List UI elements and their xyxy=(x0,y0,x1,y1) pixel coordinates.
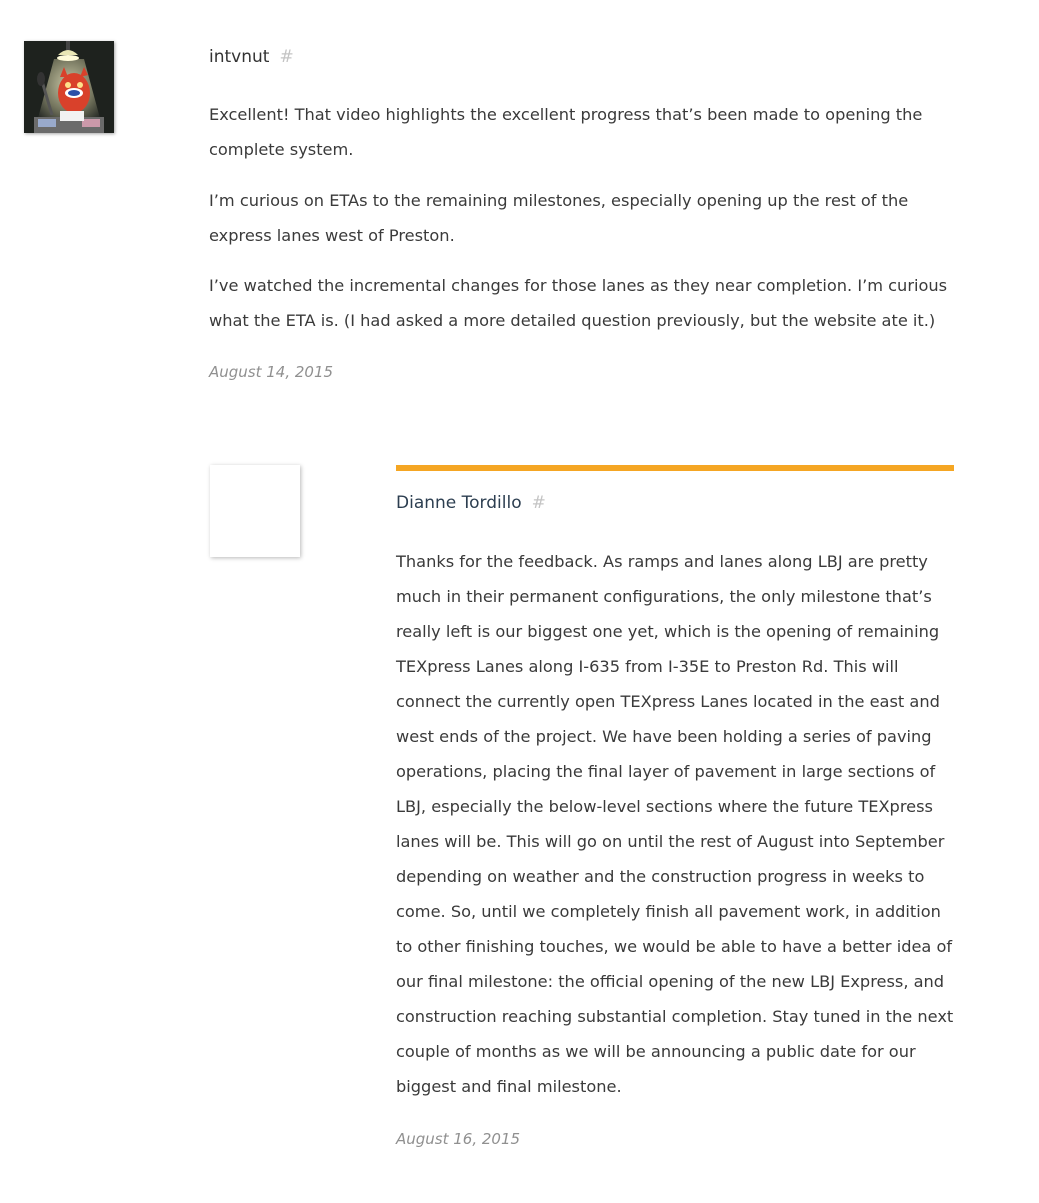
comment-date[interactable]: August 16, 2015 xyxy=(396,1130,521,1148)
comment-paragraph: I’m curious on ETAs to the remaining milestones, especially opening up the rest of the express lanes west of Preston. xyxy=(209,191,909,245)
comment-paragraph: Thanks for the feedback. As ramps and lanes along LBJ are pretty much in their permanent configurations, the only milestone that’s really left is our biggest one yet, which is the opening of remaining TEXpress Lanes along I-635 from I-35E to Preston Rd. This will connect the currently open TEXpress Lanes located in the east and west ends of the project. We have been holding a series of paving operations, placing the final layer of pavement in large sections of LBJ, especially the below-level sections where the future TEXpress lanes will be. This will go on until the rest of August into September depending on weather and the construction progress in weeks to come. So, until we completely finish all pavement work, in addition to other finishing touches, we would be able to have a better idea of our final milestone: the official opening of the new LBJ Express, and construction reaching substantial completion. Stay tuned in the next couple of months as we will be announcing a public date for our biggest and final milestone. xyxy=(396,552,954,1096)
avatar[interactable] xyxy=(210,465,300,557)
comment-paragraph: I’ve watched the incremental changes for those lanes as they near completion. I’m curious what the ETA is. (I had asked a more detailed question previously, but the website ate it.) xyxy=(209,276,948,330)
author-name[interactable]: intvnut xyxy=(209,47,270,67)
avatar[interactable] xyxy=(24,41,114,133)
comment-author xyxy=(209,47,294,67)
author-name[interactable]: Dianne Tordillo xyxy=(396,493,522,513)
permalink-hash[interactable]: # xyxy=(279,47,294,67)
permalink-hash[interactable]: # xyxy=(531,493,546,513)
comment-author xyxy=(396,493,546,513)
comment-paragraph: Excellent! That video highlights the excellent progress that’s been made to opening the complete system. xyxy=(209,105,923,159)
comment-date[interactable]: August 14, 2015 xyxy=(209,363,334,381)
reply-accent-bar xyxy=(396,465,954,471)
owl-avatar-icon xyxy=(24,41,114,133)
